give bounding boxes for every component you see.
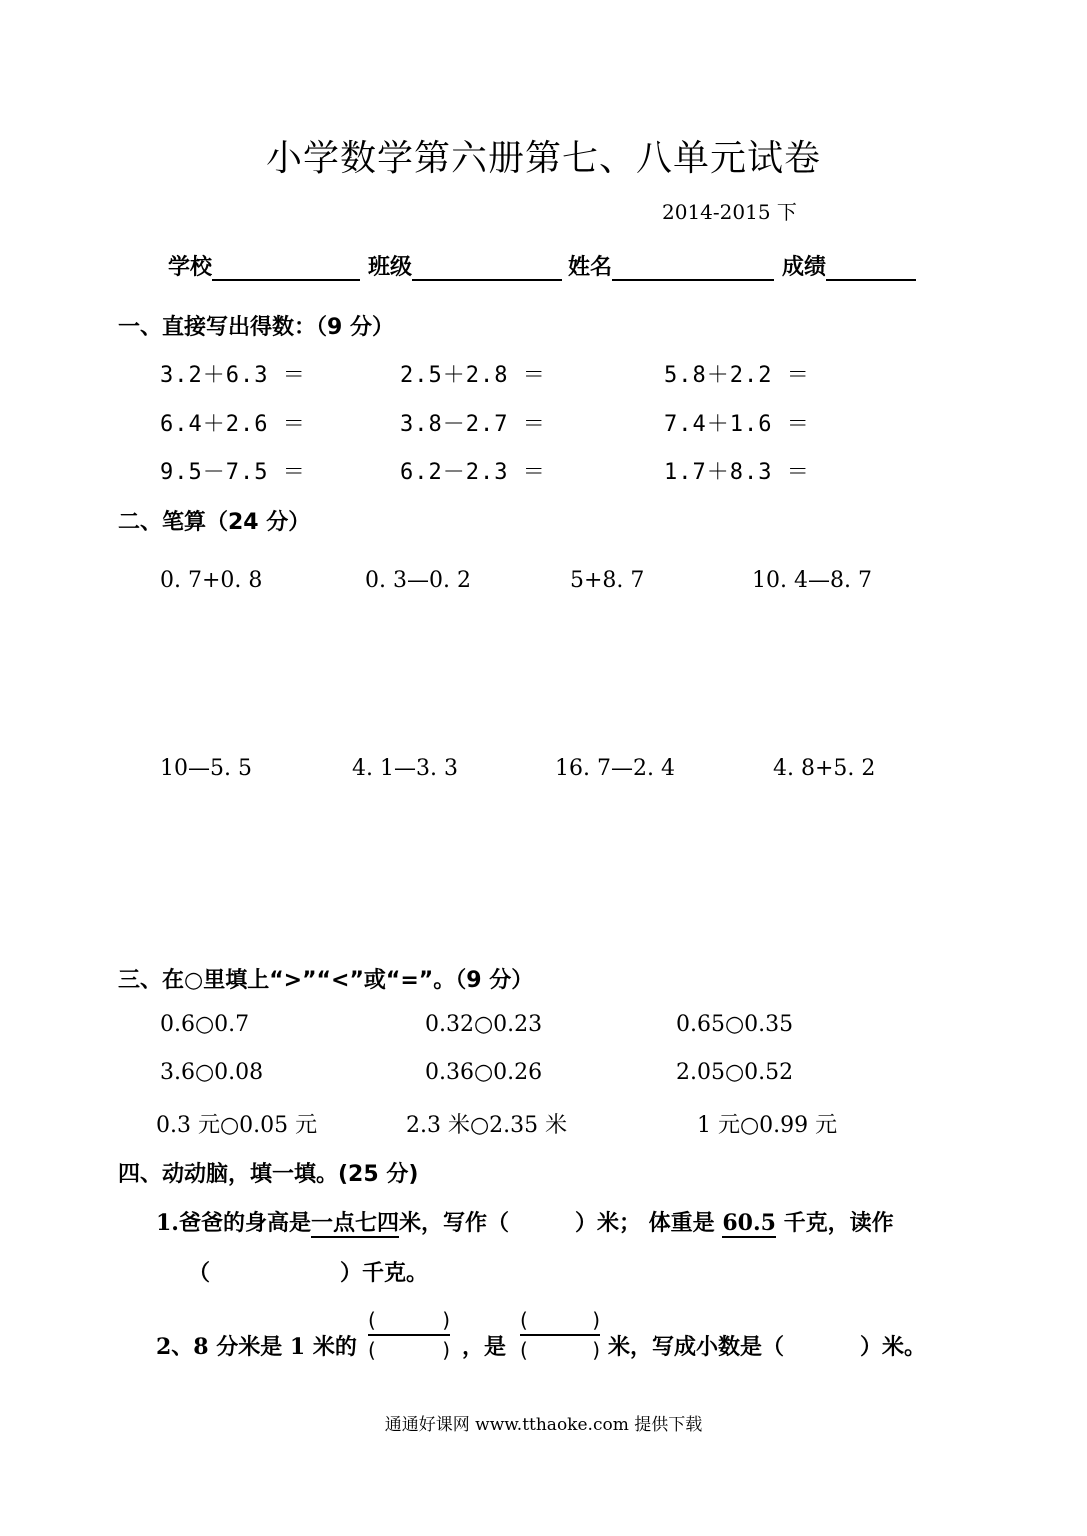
s2-r1-c3: 5+8. 7 bbox=[570, 568, 645, 593]
name-field bbox=[568, 250, 774, 281]
s3-r3-c1: 0.3 元○0.05 元 bbox=[156, 1113, 318, 1138]
s4-q2-d: ）米。 bbox=[860, 1334, 927, 1360]
s2-r2-c2: 4. 1—3. 3 bbox=[352, 756, 458, 781]
page-title: 小学数学第六册第七、八单元试卷 bbox=[265, 138, 821, 179]
s1-r1-c2: 2.5＋2.8 ＝ bbox=[400, 363, 546, 388]
school-label: 学校 bbox=[168, 255, 213, 280]
s4-q2-f2-num-close: ) bbox=[592, 1308, 600, 1332]
s1-r1-c3: 5.8＋2.2 ＝ bbox=[664, 363, 810, 388]
class-blank[interactable] bbox=[412, 257, 562, 281]
s2-r2-c1: 10—5. 5 bbox=[160, 756, 252, 781]
s3-r1-c2: 0.32○0.23 bbox=[425, 1012, 543, 1037]
school-blank[interactable] bbox=[212, 257, 360, 281]
class-label: 班级 bbox=[368, 255, 413, 280]
s1-r2-c3: 7.4＋1.6 ＝ bbox=[664, 412, 810, 437]
s1-r3-c2: 6.2－2.3 ＝ bbox=[400, 460, 546, 485]
section-4-title: 四、动动脑，填一填。(25 分) bbox=[118, 1162, 419, 1187]
s4-q2-f1-den-open: ( bbox=[368, 1338, 376, 1362]
s4-q2-f1-num-open: ( bbox=[368, 1308, 376, 1332]
score-field bbox=[782, 250, 916, 281]
s4-q1-line2 bbox=[188, 1256, 428, 1287]
s2-r1-c1: 0. 7+0. 8 bbox=[160, 568, 263, 593]
s4-q2-line bbox=[608, 1330, 926, 1361]
s1-r3-c3: 1.7＋8.3 ＝ bbox=[664, 460, 810, 485]
school-field bbox=[168, 250, 360, 281]
s2-r1-c2: 0. 3—0. 2 bbox=[365, 568, 471, 593]
s3-r1-c3: 0.65○0.35 bbox=[676, 1012, 794, 1037]
s4-q2-f2-den-open: ( bbox=[520, 1338, 528, 1362]
section-2-title: 二、笔算（24 分） bbox=[118, 510, 311, 535]
section-1-title: 一、直接写出得数：（9 分） bbox=[118, 315, 394, 340]
s4-q1-e: （ bbox=[188, 1260, 211, 1286]
s1-r2-c1: 6.4＋2.6 ＝ bbox=[160, 412, 306, 437]
s4-q1-u1: 一点七四 bbox=[310, 1210, 399, 1236]
s4-q1-u2: 60.5 bbox=[722, 1210, 776, 1236]
class-field bbox=[368, 250, 562, 281]
s4-q2-f2-den-close: ) bbox=[592, 1338, 600, 1362]
s3-r3-c3: 1 元○0.99 元 bbox=[697, 1113, 838, 1138]
s3-r2-c1: 3.6○0.08 bbox=[160, 1060, 264, 1085]
name-blank[interactable] bbox=[612, 257, 774, 281]
s4-q1-b: 米，写作（ bbox=[398, 1210, 509, 1236]
s3-r3-c2: 2.3 米○2.35 米 bbox=[406, 1113, 568, 1138]
s4-q2-f1-den-close: ) bbox=[442, 1338, 450, 1362]
s4-q2-b: ，是 bbox=[462, 1334, 507, 1360]
s4-q2-fraction-1[interactable] bbox=[368, 1308, 450, 1362]
s4-q2-f1-num-close: ) bbox=[442, 1308, 450, 1332]
score-label: 成绩 bbox=[782, 255, 827, 280]
s2-r1-c4: 10. 4—8. 7 bbox=[752, 568, 872, 593]
s4-q1-a: 1.爸爸的身高是 bbox=[156, 1210, 311, 1236]
s3-r2-c2: 0.36○0.26 bbox=[425, 1060, 543, 1085]
s2-r2-c3: 16. 7—2. 4 bbox=[555, 756, 675, 781]
s3-r2-c3: 2.05○0.52 bbox=[676, 1060, 794, 1085]
s3-r1-c1: 0.6○0.7 bbox=[160, 1012, 250, 1037]
s4-q1-d: 千克，读作 bbox=[775, 1210, 894, 1236]
s4-q2-f2-num-open: ( bbox=[520, 1308, 528, 1332]
s2-r2-c4: 4. 8+5. 2 bbox=[773, 756, 876, 781]
s4-q1-line1 bbox=[156, 1206, 894, 1237]
s1-r1-c1: 3.2＋6.3 ＝ bbox=[160, 363, 306, 388]
score-blank[interactable] bbox=[826, 257, 916, 281]
s4-q1-f: ）千克。 bbox=[340, 1260, 429, 1286]
s4-q2-fraction-2[interactable] bbox=[520, 1308, 600, 1362]
s4-q2-a: 2、8 分米是 1 米的 bbox=[156, 1334, 357, 1360]
s1-r3-c1: 9.5－7.5 ＝ bbox=[160, 460, 306, 485]
s4-q1-c: ）米； 体重是 bbox=[575, 1210, 723, 1236]
section-3-title: 三、在○里填上“>”“<”或“=”。（9 分） bbox=[118, 968, 534, 993]
name-label: 姓名 bbox=[568, 255, 613, 280]
term-label: 2014-2015 下 bbox=[662, 200, 797, 224]
footer: 通通好课网 www.tthaoke.com 提供下载 bbox=[384, 1415, 703, 1435]
s1-r2-c2: 3.8－2.7 ＝ bbox=[400, 412, 546, 437]
s4-q2-c: 米，写成小数是（ bbox=[608, 1334, 785, 1360]
